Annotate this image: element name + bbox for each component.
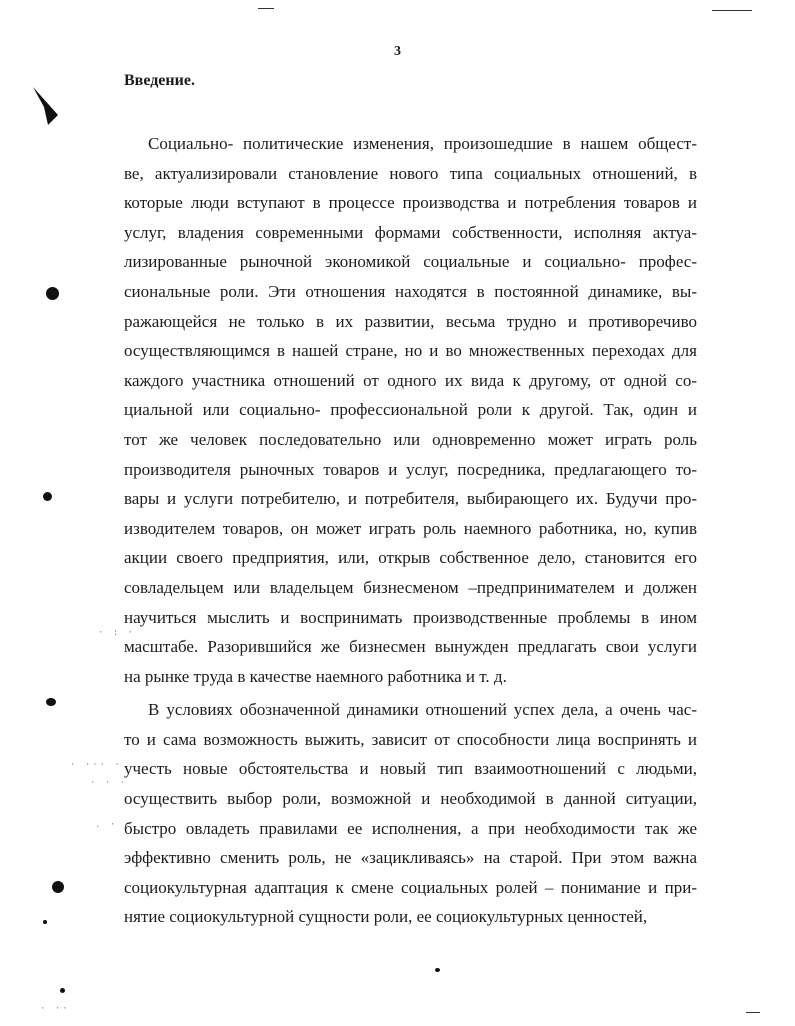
text-line: масштабе. Разорившийся же бизнесмен вынужден предлагать свои услуги — [124, 637, 697, 657]
page-number: 3 — [394, 44, 401, 59]
text-line: каждого участника отношений от одного их вида к другому, от одной со- — [124, 370, 697, 390]
text-line: ве, актуализировали становление нового типа социальных отношений, в — [124, 163, 697, 183]
text-line: В условиях обозначенной динамики отношений успех дела, а очень час- — [148, 700, 697, 720]
text-line: услуг, владения современными формами собственности, исполняя актуа- — [124, 222, 697, 242]
hole-punch-mark — [30, 85, 60, 130]
scan-speck — [43, 492, 52, 501]
text-line: Социально- политические изменения, произошедшие в нашем общест- — [148, 134, 697, 153]
scan-speck — [60, 988, 65, 993]
text-line: сиональные роли. Эти отношения находятся в постоянной динамике, вы- — [124, 281, 697, 301]
text-line: производителя рыночных товаров и услуг, посредника, предлагающего то- — [124, 459, 697, 479]
scan-noise: · · · — [90, 778, 128, 788]
body-text — [124, 129, 697, 932]
text-line: осуществляющимся в нашей стране, но и во множественных переходах для — [124, 341, 697, 361]
scan-speck — [52, 881, 64, 893]
text-line: социокультурная адаптация к смене социальных ролей – понимание и при- — [124, 877, 697, 897]
text-line: лизированные рыночной экономикой социальные и социально- профес- — [124, 252, 697, 272]
text-line: то и сама возможность выжить, зависит от способности лица воспринять и — [124, 729, 697, 749]
text-line: совладельцем или владельцем бизнесменом –предпринимателем и должен — [124, 577, 697, 597]
text-line: акции своего предприятия, или, открыв собственное дело, становится его — [124, 548, 697, 568]
text-line: вары и услуги потребителю, и потребителя, выбирающего их. Будучи про- — [124, 489, 697, 509]
text-line: изводителем товаров, он может играть роль наемного работника, но, купив — [124, 518, 697, 538]
text-line: научиться мыслить и воспринимать производственные проблемы в ином — [124, 607, 697, 627]
text-line: нятие социокультурной сущности роли, ее социокультурных ценностей, — [124, 907, 648, 927]
scan-line — [712, 10, 752, 11]
text-line: тот же человек последовательно или одновременно может играть роль — [124, 429, 697, 449]
text-line: эффективно сменить роль, не «зацикливаясь» на старой. При этом важна — [124, 848, 697, 868]
scan-line — [746, 1012, 760, 1013]
scan-noise: · ··· · — [70, 760, 122, 770]
text-line: учесть новые обстоятельства и новый тип взаимоотношений с людьми, — [124, 759, 697, 779]
text-line: осуществить выбор роли, возможной и необходимой в данной ситуации, — [124, 789, 697, 809]
scan-noise: . · . — [95, 820, 133, 830]
scan-noise: · ·· — [40, 1004, 70, 1014]
text-line: быстро овладеть правилами ее исполнения, а при необходимости так же — [124, 818, 697, 838]
text-line: ражающейся не только в их развитии, весьма трудно и противоречиво — [124, 311, 697, 331]
scan-line — [258, 8, 274, 9]
scan-noise: · : · — [98, 628, 136, 638]
scan-speck — [46, 698, 56, 706]
section-heading: Введение. — [124, 72, 195, 89]
scan-speck — [46, 287, 59, 300]
text-line: на рынке труда в качестве наемного работника и т. д. — [124, 666, 507, 686]
text-line: циальной или социально- профессиональной роли к другой. Так, один и — [124, 400, 697, 420]
scan-speck — [43, 920, 47, 924]
scan-speck — [435, 968, 440, 972]
text-line: которые люди вступают в процессе производства и потребления товаров и — [124, 193, 697, 213]
